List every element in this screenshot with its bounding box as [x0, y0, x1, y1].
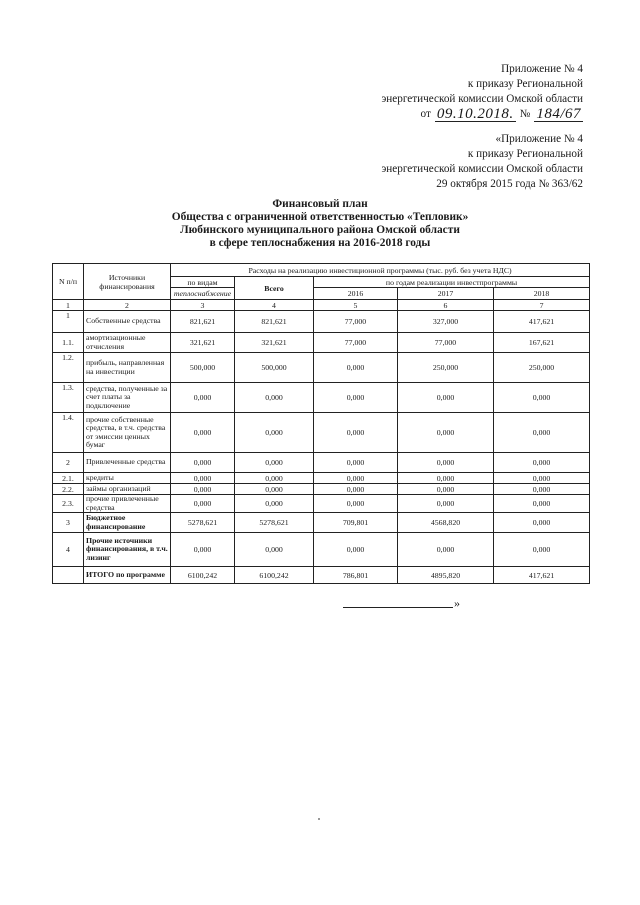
table-row — [53, 513, 590, 533]
appendix-label: Приложение № 4 — [501, 63, 583, 75]
handwritten-date: 09.10.2018. — [436, 106, 514, 122]
row-source-name: Бюджетное финансирование — [84, 513, 171, 533]
table-row — [53, 383, 590, 413]
row-2016-value: 0,000 — [314, 473, 398, 484]
row-source-name: Собственные средства — [84, 311, 171, 333]
row-number: 2.2. — [53, 484, 84, 495]
header-year-2017: 2017 — [398, 288, 494, 300]
header-by-type: по видам — [171, 277, 235, 288]
header-year-2018: 2018 — [494, 288, 590, 300]
header-year-2016: 2016 — [314, 288, 398, 300]
commission-name: энергетической комиссии Омской области — [381, 93, 583, 105]
row-number: 4 — [53, 533, 84, 567]
table-row — [53, 453, 590, 473]
row-by-type-value: 6100,242 — [171, 567, 235, 584]
handwritten-number: 184/67 — [536, 106, 581, 122]
row-2017-value: 77,000 — [398, 333, 494, 353]
row-total-value: 0,000 — [235, 484, 314, 495]
table-row — [53, 413, 590, 453]
row-source-name: Прочие источники финансирования, в т.ч. лизинг — [84, 533, 171, 567]
row-2017-value: 4568,820 — [398, 513, 494, 533]
row-2017-value: 327,000 — [398, 311, 494, 333]
row-source-name: прочие привлеченные средства — [84, 495, 171, 513]
row-number: 2.3. — [53, 495, 84, 513]
row-2018-value: 167,621 — [494, 333, 590, 353]
appendix-label-quoted: «Приложение № 4 — [495, 133, 583, 145]
header-heat-supply: теплоснабжение — [171, 288, 235, 300]
row-2017-value: 0,000 — [398, 484, 494, 495]
row-2018-value: 0,000 — [494, 383, 590, 413]
row-source-name: амортизационные отчисления — [84, 333, 171, 353]
from-prefix: от — [420, 108, 431, 120]
table-row — [53, 533, 590, 567]
row-number: 1.2. — [53, 353, 84, 383]
table-row — [53, 567, 590, 584]
row-number: 3 — [53, 513, 84, 533]
row-2017-value: 0,000 — [398, 533, 494, 567]
row-2017-value: 0,000 — [398, 413, 494, 453]
header-num: N п/п — [53, 264, 84, 300]
row-by-type-value: 0,000 — [171, 473, 235, 484]
row-2016-value: 0,000 — [314, 484, 398, 495]
row-source-name: прибыль, направленная на инвестиции — [84, 353, 171, 383]
row-2018-value: 0,000 — [494, 495, 590, 513]
col-num-7: 7 — [494, 300, 590, 311]
row-2018-value: 0,000 — [494, 413, 590, 453]
row-by-type-value: 0,000 — [171, 453, 235, 473]
table-row — [53, 353, 590, 383]
title-line-2: Общества с ограниченной ответственностью «Тепловик» — [171, 211, 469, 223]
number-prefix: № — [519, 108, 531, 120]
row-by-type-value: 321,621 — [171, 333, 235, 353]
row-2016-value: 0,000 — [314, 413, 398, 453]
closing-line — [343, 606, 453, 608]
closing-mark — [343, 598, 460, 608]
row-2017-value: 0,000 — [398, 473, 494, 484]
header-expenses: Расходы на реализацию инвестиционной программы (тыс. руб. без учета НДС) — [171, 264, 590, 277]
row-2018-value: 0,000 — [494, 484, 590, 495]
row-by-type-value: 821,621 — [171, 311, 235, 333]
closing-quote: » — [454, 596, 460, 610]
col-num-4: 4 — [235, 300, 314, 311]
row-total-value: 0,000 — [235, 383, 314, 413]
row-2018-value: 0,000 — [494, 473, 590, 484]
document-title — [0, 198, 640, 250]
row-2016-value: 786,801 — [314, 567, 398, 584]
row-source-name: ИТОГО по программе — [84, 567, 171, 584]
row-2017-value: 4895,820 — [398, 567, 494, 584]
row-total-value: 0,000 — [235, 495, 314, 513]
header-total: Всего — [235, 277, 314, 300]
order-reference-2: к приказу Региональной — [467, 148, 583, 160]
row-2018-value: 417,621 — [494, 567, 590, 584]
table-row — [53, 495, 590, 513]
col-num-1: 1 — [53, 300, 84, 311]
row-number: 1 — [53, 311, 84, 333]
order-reference: к приказу Региональной — [467, 78, 583, 90]
table-row — [53, 473, 590, 484]
row-source-name: средства, полученные за счет платы за подключение — [84, 383, 171, 413]
title-line-1: Финансовый план — [272, 198, 368, 210]
row-2018-value: 0,000 — [494, 533, 590, 567]
row-by-type-value: 5278,621 — [171, 513, 235, 533]
row-total-value: 0,000 — [235, 473, 314, 484]
row-source-name: займы организаций — [84, 484, 171, 495]
col-num-6: 6 — [398, 300, 494, 311]
row-2018-value: 0,000 — [494, 513, 590, 533]
row-number: 2 — [53, 453, 84, 473]
scan-speck — [318, 818, 320, 820]
row-total-value: 0,000 — [235, 453, 314, 473]
row-by-type-value: 0,000 — [171, 413, 235, 453]
row-by-type-value: 0,000 — [171, 495, 235, 513]
header-by-years: по годам реализации инвестпрограммы — [314, 277, 590, 288]
order-date-number — [353, 107, 583, 122]
table-row — [53, 333, 590, 353]
appendix-header-current — [353, 62, 583, 122]
row-by-type-value: 0,000 — [171, 484, 235, 495]
column-number-row — [53, 300, 590, 311]
row-2018-value: 0,000 — [494, 453, 590, 473]
row-number: 1.1. — [53, 333, 84, 353]
row-2017-value: 0,000 — [398, 453, 494, 473]
appendix-header-original — [353, 132, 583, 192]
row-2016-value: 709,801 — [314, 513, 398, 533]
row-total-value: 321,621 — [235, 333, 314, 353]
row-number — [53, 567, 84, 584]
row-by-type-value: 500,000 — [171, 353, 235, 383]
row-source-name: Привлеченные средства — [84, 453, 171, 473]
row-number: 1.3. — [53, 383, 84, 413]
col-num-5: 5 — [314, 300, 398, 311]
row-2016-value: 77,000 — [314, 333, 398, 353]
row-total-value: 6100,242 — [235, 567, 314, 584]
row-source-name: кредиты — [84, 473, 171, 484]
table-row — [53, 311, 590, 333]
row-2017-value: 0,000 — [398, 383, 494, 413]
row-total-value: 821,621 — [235, 311, 314, 333]
row-number: 2.1. — [53, 473, 84, 484]
table-row — [53, 484, 590, 495]
row-number: 1.4. — [53, 413, 84, 453]
row-total-value: 0,000 — [235, 533, 314, 567]
title-line-3: Любинского муниципального района Омской области — [180, 224, 460, 236]
row-source-name: прочие собственные средства, в т.ч. средства от эмиссии ценных бумаг — [84, 413, 171, 453]
row-by-type-value: 0,000 — [171, 383, 235, 413]
header-sources: Источники финансирования — [84, 264, 171, 300]
commission-name-2: энергетической комиссии Омской области — [381, 163, 583, 175]
row-2017-value: 0,000 — [398, 495, 494, 513]
row-by-type-value: 0,000 — [171, 533, 235, 567]
row-total-value: 0,000 — [235, 413, 314, 453]
col-num-3: 3 — [171, 300, 235, 311]
row-total-value: 5278,621 — [235, 513, 314, 533]
row-total-value: 500,000 — [235, 353, 314, 383]
original-order-date: 29 октября 2015 года № 363/62 — [436, 178, 583, 190]
row-2016-value: 0,000 — [314, 353, 398, 383]
row-2016-value: 0,000 — [314, 495, 398, 513]
financial-plan-table — [52, 263, 590, 584]
row-2016-value: 0,000 — [314, 383, 398, 413]
table-body — [53, 311, 590, 584]
title-line-4: в сфере теплоснабжения на 2016-2018 годы — [209, 237, 431, 249]
col-num-2: 2 — [84, 300, 171, 311]
row-2018-value: 250,000 — [494, 353, 590, 383]
row-2016-value: 0,000 — [314, 453, 398, 473]
row-2016-value: 0,000 — [314, 533, 398, 567]
row-2018-value: 417,621 — [494, 311, 590, 333]
row-2017-value: 250,000 — [398, 353, 494, 383]
row-2016-value: 77,000 — [314, 311, 398, 333]
